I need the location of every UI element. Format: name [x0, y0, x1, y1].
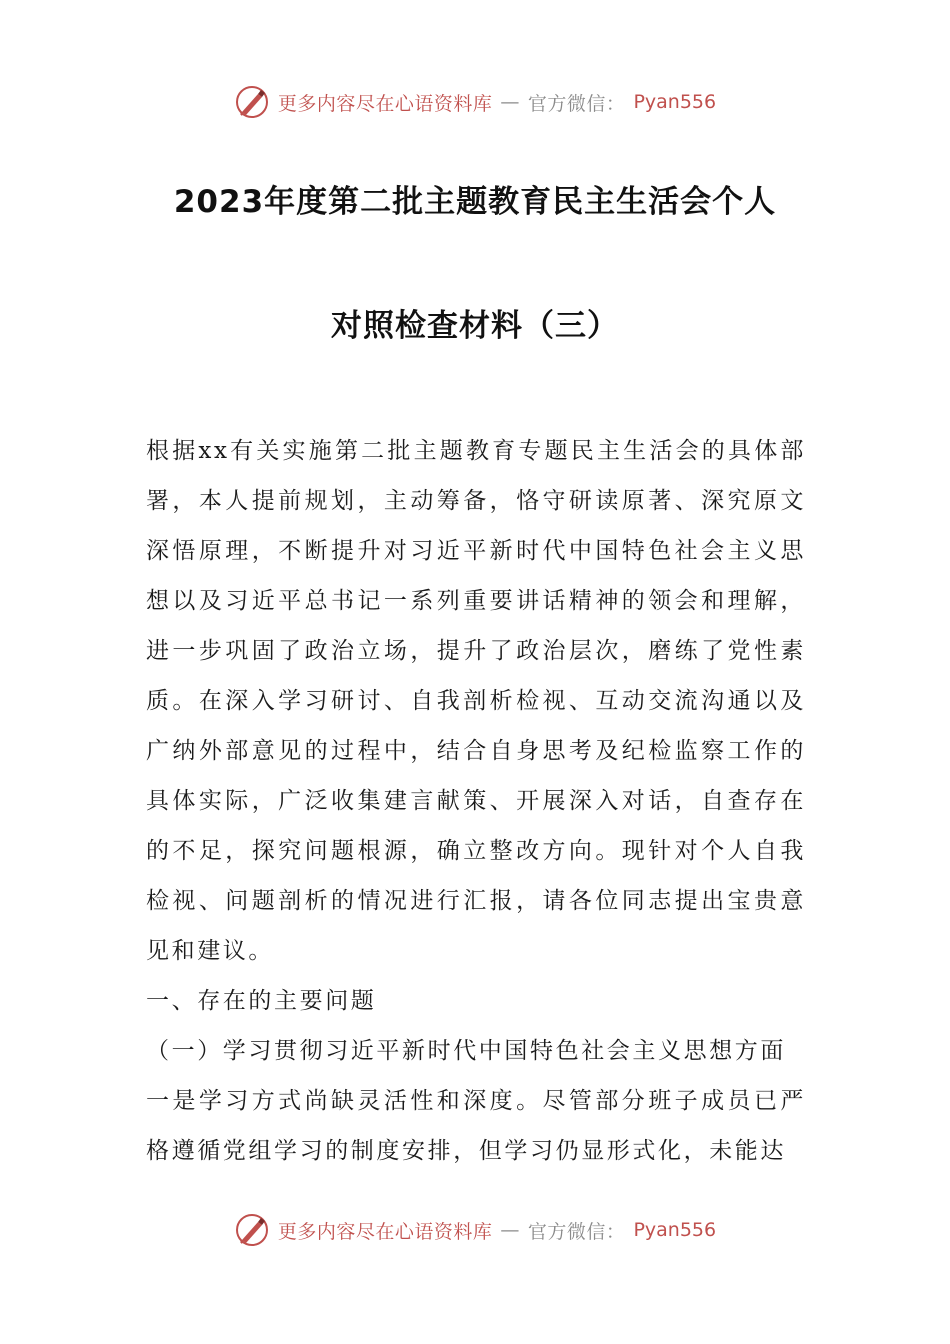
document-title-line-2: 对照检查材料（三） [331, 308, 619, 344]
subsection-heading: （一）学习贯彻习近平新时代中国特色社会主义思想方面 [146, 1038, 786, 1064]
wechat-label: 官方微信： [527, 92, 626, 115]
banner-separator: — [500, 91, 520, 113]
wechat-id: Pyan556 [633, 91, 717, 113]
document-title-line-1: 2023年度第二批主题教育民主生活会个人 [173, 184, 777, 220]
wechat-id: Pyan556 [633, 1219, 717, 1241]
document-body [146, 426, 806, 1176]
wechat-label: 官方微信： [527, 1220, 626, 1243]
site-name-text: 更多内容尽在心语资料库 [277, 1220, 493, 1243]
site-name-text: 更多内容尽在心语资料库 [277, 92, 493, 115]
header-banner [0, 82, 950, 122]
first-point-paragraph: 一是学习方式尚缺灵活性和深度。尽管部分班子成员已严格遵循党组学习的制度安排，但学习仍显形式化，未能达 [146, 1088, 806, 1164]
pen-logo-icon [234, 1212, 270, 1248]
footer-banner [0, 1210, 950, 1250]
intro-paragraph: 根据xx有关实施第二批主题教育专题民主生活会的具体部署，本人提前规划，主动筹备，恪守研读原著、深究原文深悟原理，不断提升对习近平新时代中国特色社会主义思想以及习近平总书记一系列重要讲话精神的领会和理解，进一步巩固了政治立场，提升了政治层次，磨练了党性素质。在深入学习研讨、自我剖析检视、互动交流沟通以及广纳外部意见的过程中，结合自身思考及纪检监察工作的具体实际，广泛收集建言献策、开展深入对话，自查存在的不足，探究问题根源，确立整改方向。现针对个人自我检视、问题剖析的情况进行汇报，请各位同志提出宝贵意见和建议。 [146, 438, 806, 964]
pen-logo-icon [234, 84, 270, 120]
section-heading: 一、存在的主要问题 [146, 988, 377, 1014]
banner-separator: — [500, 1219, 520, 1241]
